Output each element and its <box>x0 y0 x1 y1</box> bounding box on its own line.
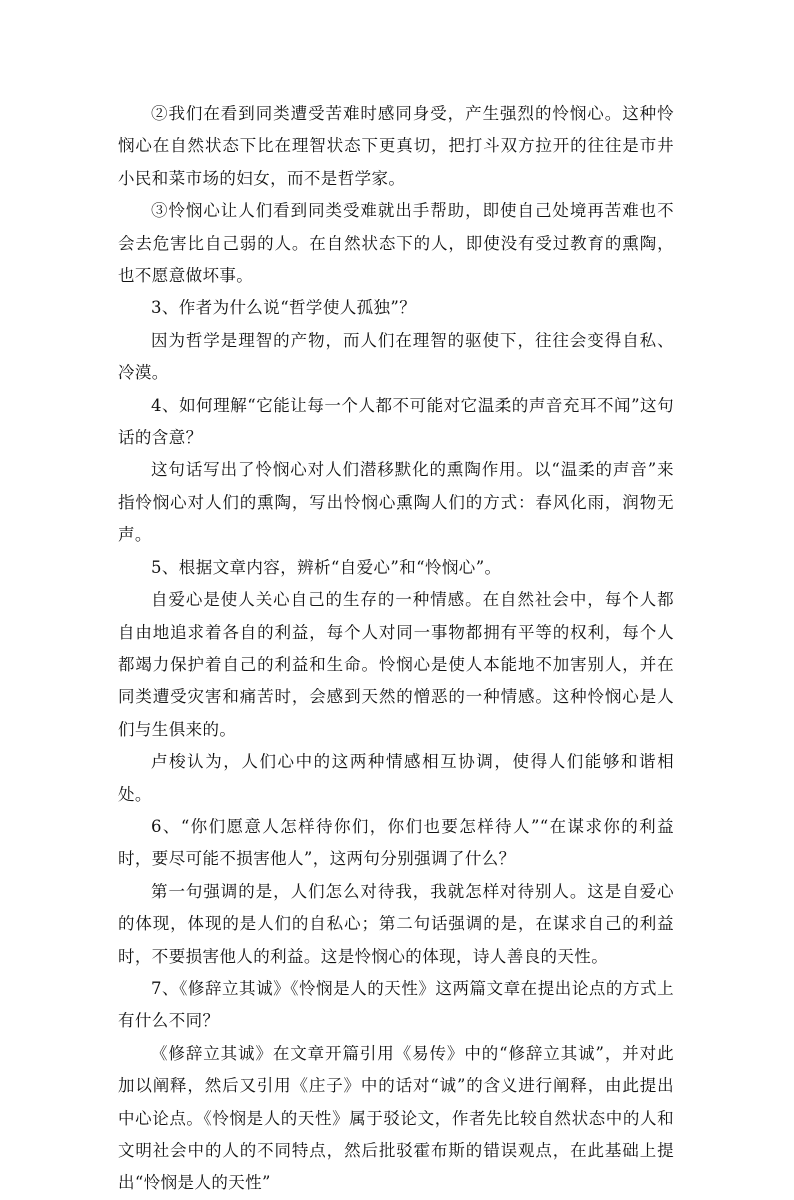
question-5: 5、根据文章内容，辨析“自爱心”和“怜悯心”。 <box>151 557 502 577</box>
answer-6: 第一句强调的是，人们怎么对待我，我就怎样对待别人。这是自爱心的体现，体现的是人们的自私心；第二句话强调的是，在谋求自己的利益时，不要损害他人的利益。这是怜悯心的体现，诗人善良的天性。 <box>118 881 674 966</box>
answer-5-part-1: 自爱心是使人关心自己的生存的一种情感。在自然社会中，每个人都自由地追求着各自的利益，每个人对同一事物都拥有平等的权利，每个人都竭力保护着自己的利益和生命。怜悯心是使人本能地不加害别人，并在同类遭受灾害和痛苦时，会感到天然的憎恶的一种情感。这种怜悯心是人们与生俱来的。 <box>118 590 674 739</box>
document-body <box>118 98 674 1200</box>
question-3: 3、作者为什么说“哲学使人孤独”？ <box>151 298 417 318</box>
paragraph-answer-2-point-3: ③怜悯心让人们看到同类受难就出手帮助，即使自己处境再苦难也不会去危害比自己弱的人。在自然状态下的人，即使没有受过教育的熏陶，也不愿意做坏事。 <box>118 201 674 286</box>
answer-4: 这句话写出了怜悯心对人们潜移默化的熏陶作用。以“温柔的声音”来指怜悯心对人们的熏陶，写出怜悯心熏陶人们的方式：春风化雨，润物无声。 <box>118 460 674 545</box>
answer-7: 《修辞立其诚》在文章开篇引用《易传》中的“修辞立其诚”，并对此加以阐释，然后又引用《庄子》中的话对“诚”的含义进行阐释，由此提出中心论点。《怜悯是人的天性》属于驳论文，作者先比较自然状态中的人和文明社会中的人的不同特点，然后批驳霍布斯的错误观点，在此基础上提出“怜悯是人的天性” <box>118 1043 674 1193</box>
answer-3: 因为哲学是理智的产物，而人们在理智的驱使下，往往会变得自私、冷漠。 <box>118 330 674 383</box>
question-7: 7、《修辞立其诚》《怜悯是人的天性》这两篇文章在提出论点的方式上有什么不同？ <box>118 978 674 1031</box>
answer-5-part-2: 卢梭认为，人们心中的这两种情感相互协调，使得人们能够和谐相处。 <box>118 752 674 804</box>
question-6: 6、“你们愿意人怎样待你们，你们也要怎样待人”“在谋求你的利益时，要尽可能不损害他人”，这两句分别强调了什么？ <box>118 816 674 869</box>
paragraph-answer-2-point-2: ②我们在看到同类遭受苦难时感同身受，产生强烈的怜悯心。这种怜悯心在自然状态下比在理智状态下更真切，把打斗双方拉开的往往是市井小民和菜市场的妇女，而不是哲学家。 <box>118 104 674 188</box>
question-4: 4、如何理解“它能让每一个人都不可能对它温柔的声音充耳不闻”这句话的含意？ <box>118 395 674 448</box>
